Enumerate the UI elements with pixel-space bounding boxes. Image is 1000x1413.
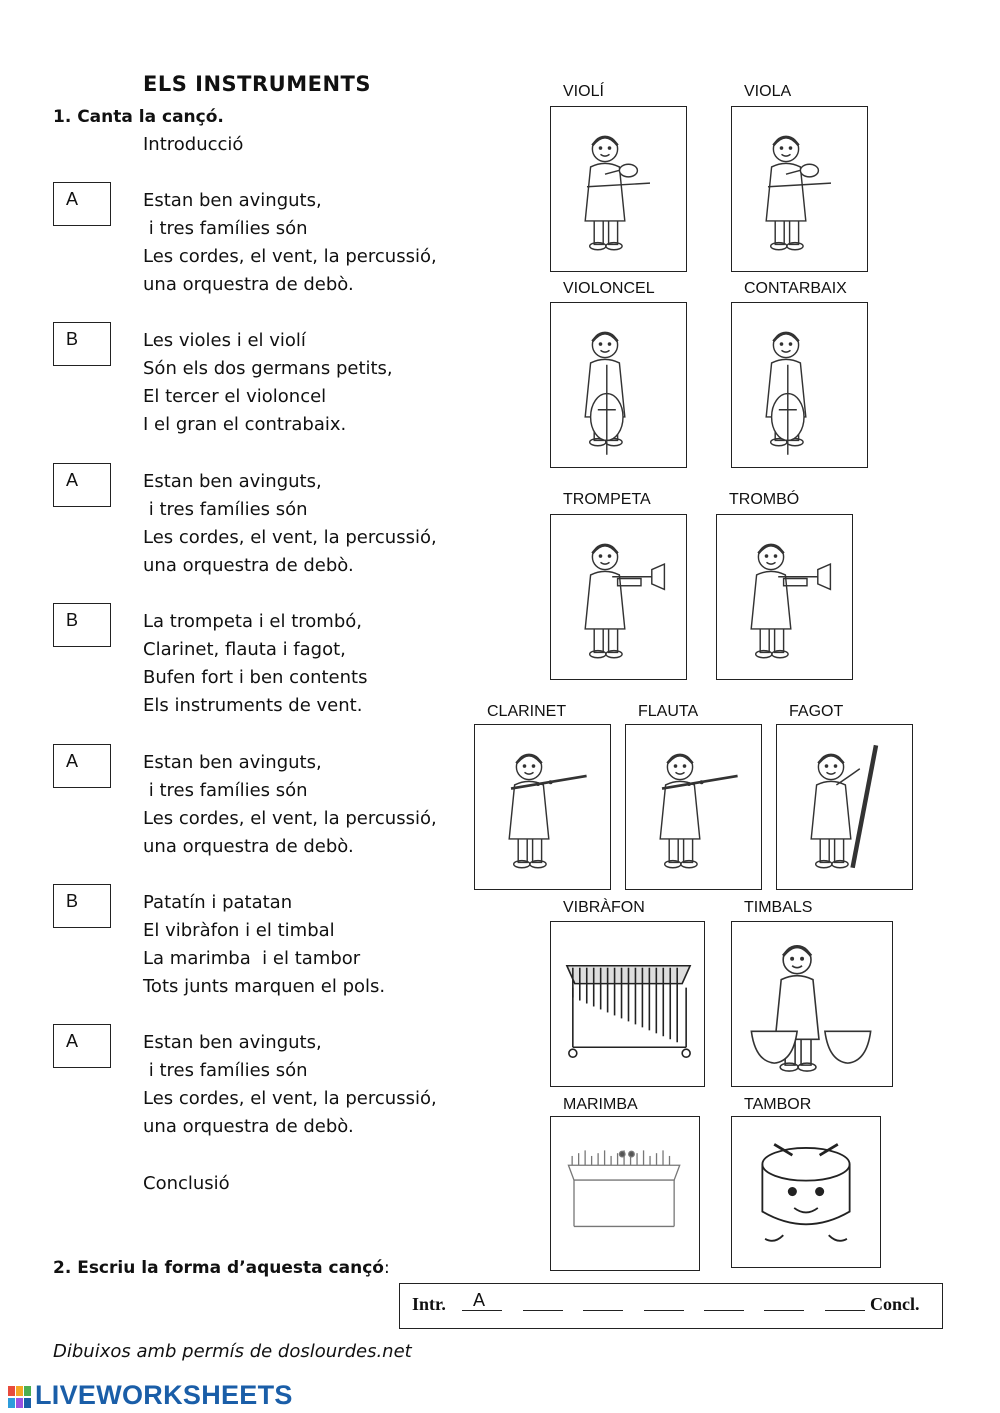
exercise-1-heading: 1. Canta la cançó. [53,107,224,127]
instrument-label: MARIMBA [563,1096,638,1113]
lyric-line: La marimba i el tambor [143,948,361,969]
instrument-image-frame[interactable] [550,921,705,1087]
answer-blank-2[interactable] [523,1310,563,1311]
violin-illustration-icon [732,107,867,271]
instrument-image-frame[interactable] [731,921,893,1087]
intro-abbrev: Intr. [412,1294,446,1314]
answer-value-1: A [473,1290,486,1310]
instrument-label: VIOLA [744,83,792,100]
drum-illustration-icon [732,1117,880,1267]
instrument-image-frame[interactable] [731,302,868,468]
instrument-image-frame[interactable] [550,106,687,272]
instrument-image-frame[interactable] [550,514,687,680]
instrument-image-frame[interactable] [625,724,762,890]
lyric-line: una orquestra de debò. [143,836,354,857]
exercise-2-colon: : [383,1258,390,1278]
section-label-box[interactable]: A [53,744,111,788]
lyric-line: Patatín i patatan [143,892,293,913]
lyric-line: i tres famílies són [143,780,308,801]
conclusion-abbrev: Concl. [870,1294,920,1314]
lyric-line: Bufen fort i ben contents [143,667,368,688]
lyric-line: Les violes i el violí [143,330,306,351]
answer-blank-4[interactable] [644,1310,684,1311]
lyric-line: Els instruments de vent. [143,695,363,716]
section-label-box[interactable]: B [53,603,111,647]
lyric-line: La trompeta i el trombó, [143,611,362,632]
section-label-box[interactable]: B [53,322,111,366]
lyric-line: una orquestra de debò. [143,1116,354,1137]
image-credit: Dibuixos amb permís de doslourdes.net [53,1341,412,1362]
answer-blank-5[interactable] [704,1310,744,1311]
answer-blank-3[interactable] [583,1310,623,1311]
instrument-label: TAMBOR [744,1096,812,1113]
instrument-image-frame[interactable] [731,106,868,272]
trumpet-illustration-icon [717,515,852,679]
lyric-line: i tres famílies són [143,218,308,239]
lyric-line: una orquestra de debò. [143,555,354,576]
bassoon-illustration-icon [777,725,912,889]
conclusion-label: Conclusió [143,1173,230,1194]
instrument-label: TROMBÓ [729,491,800,508]
liveworksheets-logo-icon [8,1386,32,1408]
lyric-line: Estan ben avinguts, [143,190,322,211]
lyric-line: Estan ben avinguts, [143,471,322,492]
lyric-line: Estan ben avinguts, [143,752,322,773]
exercise-2-heading [53,1258,390,1278]
lyric-line: Estan ben avinguts, [143,1032,322,1053]
flute-illustration-icon [626,725,761,889]
instrument-label: VIBRÀFON [563,899,645,916]
answer-blank-6[interactable] [764,1310,804,1311]
page-title: ELS INSTRUMENTS [143,72,371,96]
cello-illustration-icon [551,303,686,467]
instrument-image-frame[interactable] [776,724,913,890]
instrument-label: TROMPETA [563,491,651,508]
lyric-line: Les cordes, el vent, la percussió, [143,246,437,267]
cello-illustration-icon [732,303,867,467]
timpani-illustration-icon [732,922,892,1086]
instrument-image-frame[interactable] [550,302,687,468]
flute-illustration-icon [475,725,610,889]
instrument-image-frame[interactable] [731,1116,881,1268]
instrument-label: VIOLONCEL [563,280,655,297]
instrument-label: FAGOT [789,703,844,720]
song-form-answer-box [399,1283,943,1329]
instrument-image-frame[interactable] [550,1116,700,1271]
lyric-line: I el gran el contrabaix. [143,414,347,435]
lyric-line: una orquestra de debò. [143,274,354,295]
lyric-line: i tres famílies són [143,499,308,520]
lyric-line: El tercer el violoncel [143,386,327,407]
answer-blank-1[interactable] [462,1310,502,1311]
brand-logo [8,1380,293,1411]
violin-illustration-icon [551,107,686,271]
lyric-line: Tots junts marquen el pols. [143,976,386,997]
brand-name: LIVEWORKSHEETS [35,1380,293,1410]
intro-label: Introducció [143,134,244,155]
instrument-image-frame[interactable] [474,724,611,890]
marimba-illustration-icon [551,1117,699,1270]
exercise-2-heading-text: 2. Escriu la forma d’aquesta cançó [53,1258,384,1278]
lyric-line: Són els dos germans petits, [143,358,393,379]
trumpet-illustration-icon [551,515,686,679]
section-label-box[interactable]: B [53,884,111,928]
lyric-line: Les cordes, el vent, la percussió, [143,1088,437,1109]
lyric-line: Les cordes, el vent, la percussió, [143,808,437,829]
instrument-label: FLAUTA [638,703,699,720]
instrument-label: CONTARBAIX [744,280,847,297]
answer-blank-7[interactable] [825,1310,865,1311]
instrument-image-frame[interactable] [716,514,853,680]
lyric-line: El vibràfon i el timbal [143,920,335,941]
instrument-label: VIOLÍ [563,83,604,100]
instrument-label: CLARINET [487,703,567,720]
instrument-label: TIMBALS [744,899,813,916]
section-label-box[interactable]: A [53,182,111,226]
vibraphone-illustration-icon [551,922,704,1086]
lyric-line: Les cordes, el vent, la percussió, [143,527,437,548]
lyric-line: Clarinet, flauta i fagot, [143,639,346,660]
lyric-line: i tres famílies són [143,1060,308,1081]
section-label-box[interactable]: A [53,1024,111,1068]
section-label-box[interactable]: A [53,463,111,507]
